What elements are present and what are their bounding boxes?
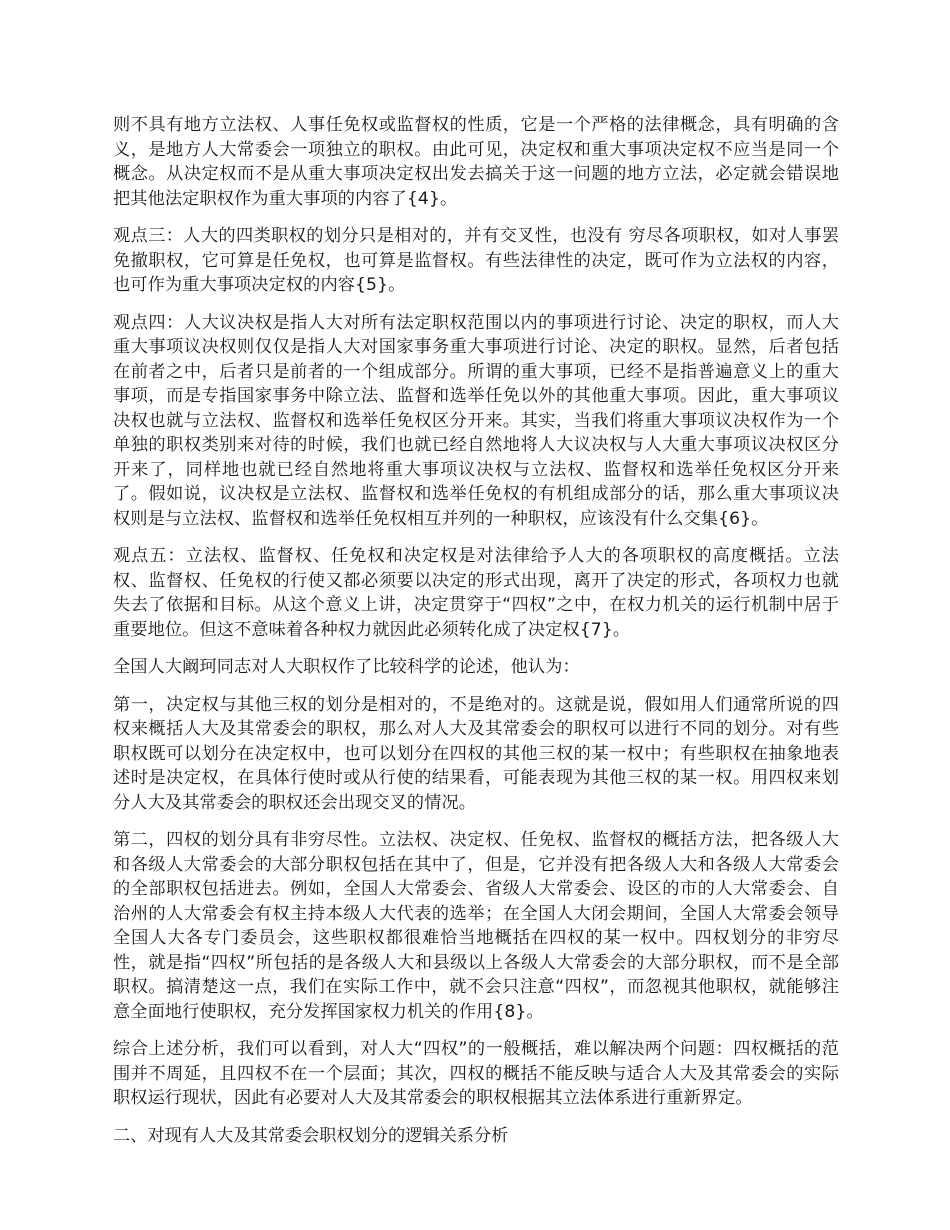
document-page [113,113,839,1148]
paragraph-summary: 综合上述分析，我们可以看到，对人大“四权”的一般概括，难以解决两个问题：四权概括的范围并不周延，且四权不在一个层面；其次，四权的概括不能反映与适合人大及其常委会的实际职权运行现状，因此有必要对人大及其常委会的职权根据其立法体系进行重新界定。 [113,1039,839,1108]
paragraph-decision-power-concept: 则不具有地方立法权、人事任免权或监督权的性质，它是一个严格的法律概念，具有明确的含义，是地方人大常委会一项独立的职权。由此可见，决定权和重大事项决定权不应当是同一个概念。从决定权而不是从重大事项决定权出发去搞关于这一问题的地方立法，必定就会错误地把其他法定职权作为重大事项的内容了{4}。 [113,115,839,209]
paragraph-second-point: 第二，四权的划分具有非穷尽性。立法权、决定权、任免权、监督权的概括方法，把各级人大和各级人大常委会的大部分职权包括在其中了，但是，它并没有把各级人大和各级人大常委会的全部职权包括进去。例如，全国人大常委会、省级人大常委会、设区的市的人大常委会、自治州的人大常委会有权主持本级人大代表的选举；在全国人大闭会期间，全国人大常委会领导全国人大各专门委员会，这些职权都很难恰当地概括在四权的某一权中。四权划分的非穷尽性，就是指“四权”所包括的是各级人大和县级以上各级人大常委会的大部分职权，而不是全部职权。搞清楚这一点，我们在实际工作中，就不会只注意“四权”，而忽视其他职权，就能够注意全面地行使职权，充分发挥国家权力机关的作用{8}。 [113,830,839,1022]
paragraph-kan-ke-intro: 全国人大阚珂同志对人大职权作了比较科学的论述，他认为： [113,657,580,677]
paragraph-viewpoint-three: 观点三：人大的四类职权的划分只是相对的，并有交叉性，也没有 穷尽各项职权，如对人事罢免撤职权，它可算是任免权，也可算是监督权。有些法律性的决定，既可作为立法权的内容，也可作为重大事项决定权的内容{5}。 [113,226,839,295]
paragraph-first-point: 第一，决定权与其他三权的划分是相对的，不是绝对的。这就是说，假如用人们通常所说的四权来概括人大及其常委会的职权，那么对人大及其常委会的职权可以进行不同的划分。对有些职权既可以划分在决定权中，也可以划分在四权的其他三权的某一权中；有些职权在抽象地表述时是决定权，在具体行使时或从行使的结果看，可能表现为其他三权的某一权。用四权来划分人大及其常委会的职权还会出现交叉的情况。 [113,694,839,813]
paragraph-viewpoint-five: 观点五：立法权、监督权、任免权和决定权是对法律给予人大的各项职权的高度概括。立法权、监督权、任免权的行使又都必须要以决定的形式出现，离开了决定的形式，各项权力也就失去了依据和目标。从这个意义上讲，决定贯穿于“四权”之中，在权力机关的运行机制中居于重要地位。但这不意味着各种权力就因此必须转化成了决定权{7}。 [113,546,839,640]
paragraph-viewpoint-four: 观点四：人大议决权是指人大对所有法定职权范围以内的事项进行讨论、决定的职权，而人大重大事项议决权则仅仅是指人大对国家事务重大事项进行讨论、决定的职权。显然，后者包括在前者之中，后者只是前者的一个组成部分。所谓的重大事项，已经不是指普遍意义上的重大事项，而是专指国家事务中除立法、监督和选举任免以外的其他重大事项。因此，重大事项议决权也就与立法权、监督权和选举任免权区分开来。其实，当我们将重大事项议决权作为一个单独的职权类别来对待的时候，我们也就已经自然地将人大议决权与人大重大事项议决权区分开来了，同样地也就已经自然地将重大事项议决权与立法权、监督权和选举任免权区分开来了。假如说，议决权是立法权、监督权和选举任免权的有机组成部分的话，那么重大事项议决权则是与立法权、监督权和选举任免权相互并列的一种职权，应该没有什么交集{6}。 [113,312,839,529]
section-heading: 二、对现有人大及其常委会职权划分的逻辑关系分析 [113,1125,509,1146]
